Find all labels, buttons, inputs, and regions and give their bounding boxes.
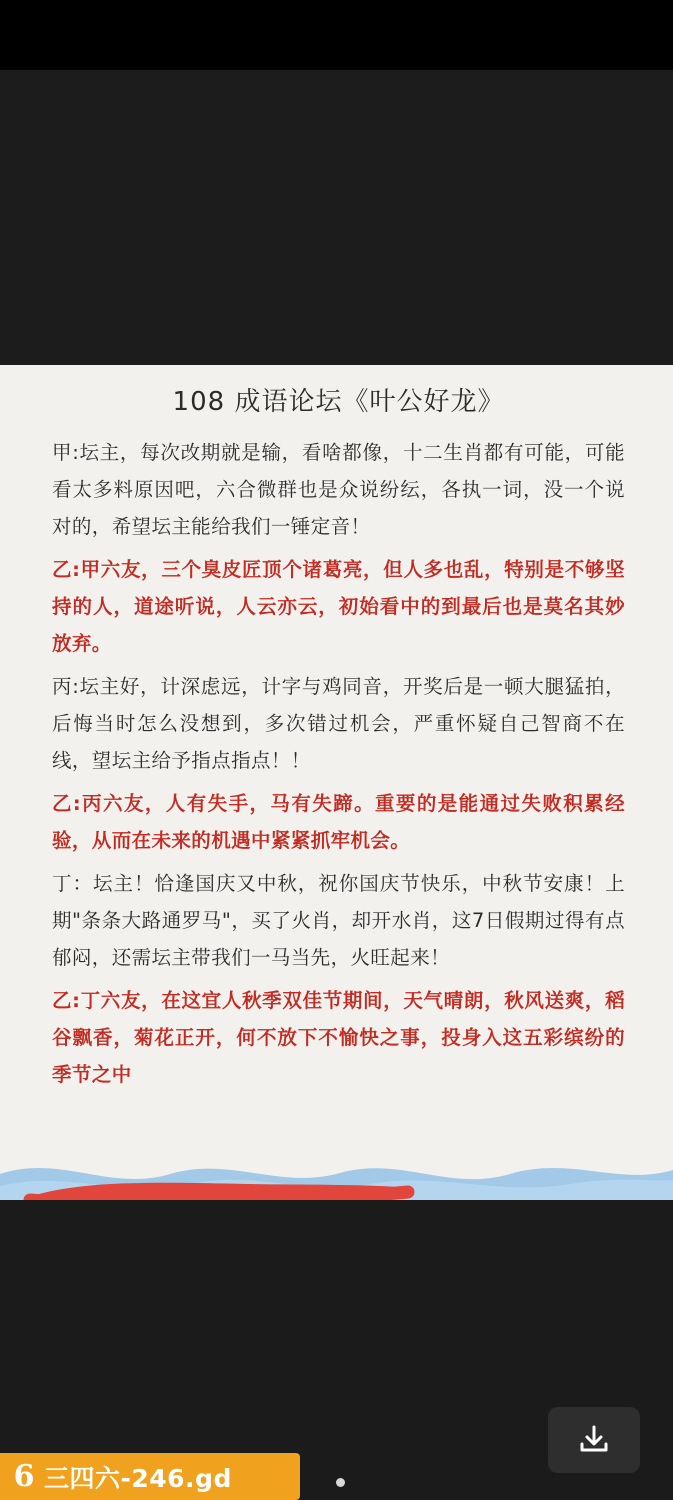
image-viewer-backdrop-top [0,70,673,365]
paragraph-jia: 甲:坛主，每次改期就是输，看啥都像，十二生肖都有可能，可能看太多料原因吧，六合微群也是众说纷纭，各执一词，没一个说对的，希望坛主能给我们一锤定音！ [52,441,625,538]
watermark-badge [0,1453,300,1500]
status-bar-area [0,0,673,70]
watermark-logo-icon: 6 [6,1459,42,1495]
paragraph-yi-3: 乙:丁六友，在这宜人秋季双佳节期间，天气晴朗，秋风送爽，稻谷飘香，菊花正开，何不放下不愉快之事，投身入这五彩缤纷的季节之中 [52,989,625,1086]
document-image[interactable] [0,365,673,1200]
paragraph-ding: 丁：坛主！恰逢国庆又中秋，祝你国庆节快乐，中秋节安康！上期"条条大路通罗马"，买了火肖，却开水肖，这7日假期过得有点郁闷，还需坛主带我们一马当先，火旺起来！ [52,872,625,969]
download-icon [576,1422,612,1458]
document-content [0,365,673,1200]
document-title: 108 成语论坛《叶公好龙》 [172,387,505,417]
download-button[interactable] [548,1407,640,1473]
paragraph-yi-2: 乙:丙六友，人有失手，马有失蹄。重要的是能通过失败积累经验，从而在未来的机遇中紧紧抓牢机会。 [52,792,625,852]
paragraph-yi-1: 乙:甲六友，三个臭皮匠顶个诸葛亮，但人多也乱，特别是不够坚持的人，道途听说，人云亦云，初始看中的到最后也是莫名其妙放弃。 [52,558,625,655]
page-indicator-dot [336,1478,345,1487]
paragraph-bing: 丙:坛主好，计深虑远，计字与鸡同音，开奖后是一顿大腿猛拍，后悔当时怎么没想到，多次错过机会，严重怀疑自己智商不在线，望坛主给予指点指点！！ [52,675,625,772]
watermark-text: 三四六-246.gd [44,1463,232,1493]
